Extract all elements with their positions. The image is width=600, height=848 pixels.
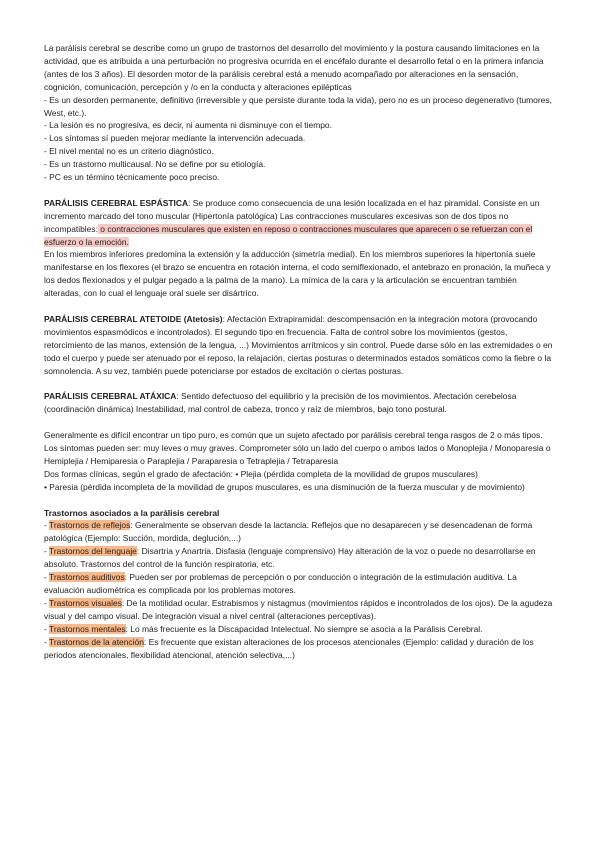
item-text: : Pueden ser por problemas de percepción o por conducción o integración de la estimulación auditiva. La evaluación audiométrica es complicada por los problemas motores. (44, 572, 517, 595)
intro-point: - Es un trastorno multicausal. No se define por su etiología. (44, 159, 266, 170)
item-text: : De la motilidad ocular. Estrabismos y nistagmus (movimientos rápidos e incontrolados de los ojos). De la agudeza visual y del campo visual. De integración visual a nivel central (alteraciones perceptivas). (44, 597, 553, 621)
general-section (44, 429, 556, 494)
ataxica-text: : Sentido defectuoso del equilibrio y la precisión de los movimientos. Afectación cerebelosa (coordinación dinámica) Inestabilidad, mal control de cabeza, tronco y raíz de miembros, bajo tono postural. (44, 391, 517, 415)
document-page (44, 42, 556, 661)
asociados-title: Trastornos asociados a la parálisis cerebral (44, 507, 220, 518)
espastica-title: PARÁLISIS CEREBRAL ESPÁSTICA (44, 197, 189, 208)
asociados-item (44, 623, 556, 636)
item-prefix: - (44, 520, 50, 531)
atetoide-section (44, 313, 556, 378)
intro-point: - Es un desorden permanente, definitivo (irreversible y que persiste durante toda la vida), pero no es un proceso degenerativo (tumores, West, etc.). (44, 94, 552, 118)
ataxica-section (44, 390, 556, 416)
asociados-item (44, 597, 556, 623)
atetoide-title: PARÁLISIS CEREBRAL ATETOIDE (Atetosis) (44, 314, 223, 324)
item-label: Trastornos del lenguaje (49, 546, 137, 557)
item-label: Trastornos mentales (49, 623, 126, 634)
ataxica-paragraph (44, 390, 556, 416)
item-label: Trastornos visuales (49, 597, 122, 608)
general-paragraph: Generalmente es difícil encontrar un tipo puro, es común que un sujeto afectado por parálisis cerebral tenga rasgos de 2 o más tipos. Los síntomas pueden ser: muy leves o muy graves. Comprometer sólo un lado del cuerpo o ambos lados o Monoplejia / Monoparesia o Hemiplejia / Hemiparesia o Paraplejia / Paraparesia o Tetraplejia / Tetraparesia (44, 430, 551, 466)
general-line: • Paresia (pérdida incompleta de la movilidad de grupos musculares, es una disminución de la fuerza muscular y de movimiento) (44, 481, 525, 492)
item-text: : Es frecuente que existan alteraciones de los procesos atencionales (Ejemplo: calidad y duración de los periodos atencionales, flexibilidad atencional, atención selectiva,...) (44, 636, 534, 660)
asociados-item (44, 545, 556, 571)
item-prefix: - (44, 597, 50, 608)
item-text: : Disartria y Anartria. Disfasia (lenguaje comprensivo) Hay alteración de la voz o puede no desarrollarse en absoluto. Trastornos del control de la función respiratoria, etc. (44, 546, 536, 570)
ataxica-title: PARÁLISIS CEREBRAL ATÁXICA (44, 391, 177, 402)
item-prefix: - (44, 623, 50, 634)
item-prefix: - (44, 636, 50, 647)
atetoide-text: : Afectación Extrapiramidal: descompensación en la integración motora (provocando movimientos espasmódicos e incontrolados). El segundo tipo en frecuencia. Falta de control sobre los movimientos (gestos, retorcimiento de las manos, extensión de la lengua, ...) Movimientos arrítmicos y sin control. Puede darse sólo en las extremidades o en todo el cuerpo y puede ser atenuado por el reposo, la relajación, ciertas posturas o determinados estados somáticos como la fiebre o la somnolencia. A su vez, también puede potenciarse por estados de excitación o ciertas posturas. (44, 314, 553, 376)
item-text: : Generalmente se observan desde la lactancia. Reflejos que no desaparecen y se desencadenan de forma patológica (Ejemplo: Succión, mordida, deglución,...) (44, 520, 533, 544)
item-prefix: - (44, 572, 50, 583)
item-label: Trastornos de reflejos (49, 520, 131, 531)
intro-point: - El nivel mental no es un criterio diagnóstico. (44, 146, 214, 157)
espastica-text: : Se produce como consecuencia de una lesión localizada en el haz piramidal. Consiste en un incremento marcado del tono muscular (Hipertonía patológica) Las contracciones musculares excesivas son de dos tipos no incompatibles: (44, 197, 540, 234)
asociados-item (44, 519, 556, 545)
intro-point: - La lesión es no progresiva, es decir, ni aumenta ni disminuye con el tiempo. (44, 120, 332, 131)
atetoide-paragraph (44, 313, 556, 378)
espastica-highlight: o contracciones musculares que existen en reposo o contracciones musculares que aparecen o se refuerzan con el esfuerzo o la emoción. (44, 223, 533, 247)
intro-paragraph: La parálisis cerebral se describe como un grupo de trastornos del desarrollo del movimiento y la postura causando limitaciones en la actividad, que es atribuida a una perturbación no progresiva ocurrida en el encéfalo durante el desarrollo fetal o en la primera infancia (antes de los 3 años). El desorden motor de la parálisis cerebral está a menudo acompañado por alteraciones en la sensación, cognición, comunicación, percepción y /o en la conducta y alteraciones epilépticas (44, 43, 544, 92)
intro-section (44, 42, 556, 184)
asociados-item (44, 636, 556, 662)
asociados-section (44, 507, 556, 662)
espastica-paragraph (44, 197, 556, 249)
item-prefix: - (44, 546, 50, 557)
general-line: Dos formas clínicas, según el grado de afectación: • Plejia (pérdida completa de la movilidad de grupos musculares) (44, 468, 478, 479)
espastica-section (44, 197, 556, 300)
item-label: Trastornos auditivos (49, 572, 125, 583)
intro-point: - PC es un término técnicamente poco preciso. (44, 172, 220, 183)
espastica-text-after: En los miembros inferiores predomina la extensión y la adducción (simetría medial). En los miembros superiores la hipertonía suele manifestarse en los flexores (el brazo se encuentra en rotación interna, el codo semiflexionado, el antebrazo en pronación, la muñeca y los dedos flexionados y el pulgar pegado a la palma de la mano). La mímica de la cara y la articulación se encuentran también alteradas, con lo cual el lenguaje oral suele ser disártrico. (44, 249, 551, 299)
item-label: Trastornos de la atención (49, 636, 144, 647)
intro-point: - Los síntomas sí pueden mejorar mediante la intervención adecuada. (44, 133, 306, 144)
item-text: : Lo más frecuente es la Discapacidad Intelectual. No siempre se asocia a la Parálisis Cerebral. (125, 623, 483, 634)
asociados-item (44, 571, 556, 597)
